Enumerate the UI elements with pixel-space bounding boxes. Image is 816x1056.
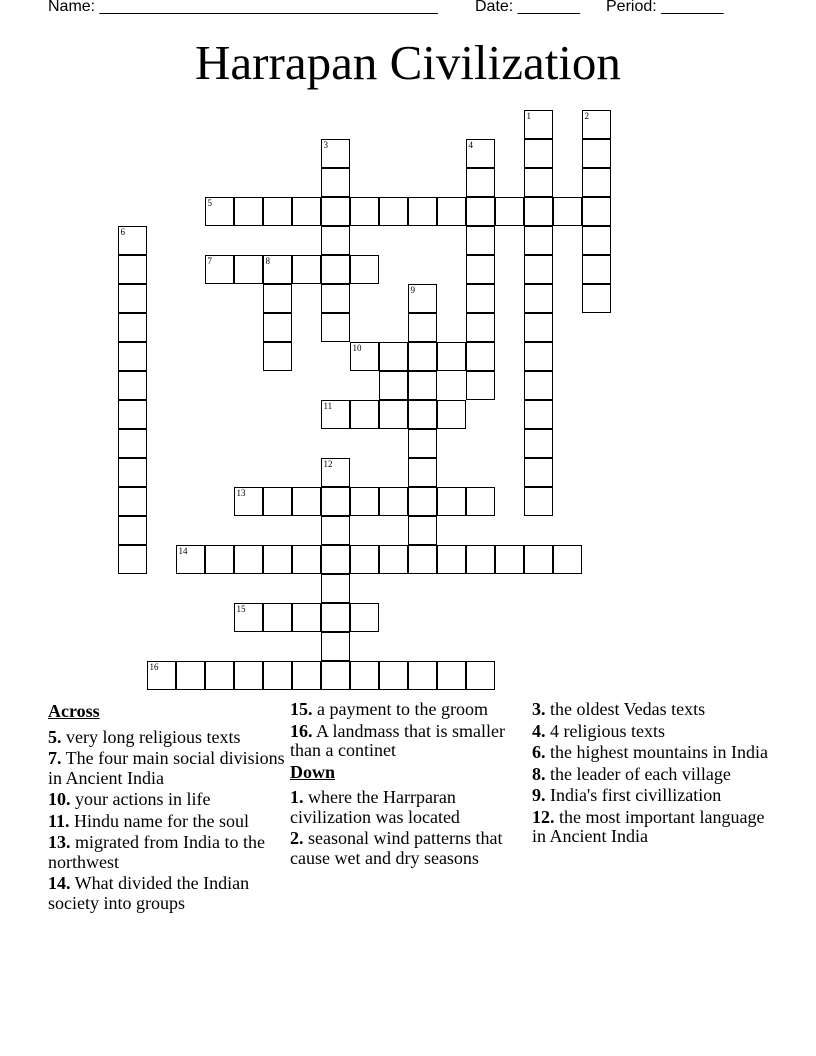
crossword-cell[interactable] (234, 545, 263, 574)
clue-number: 2 (584, 110, 589, 121)
crossword-cell[interactable] (437, 342, 466, 371)
crossword-cell[interactable] (205, 197, 234, 226)
crossword-cell[interactable] (524, 458, 553, 487)
crossword-cell[interactable] (582, 168, 611, 197)
crossword-cell[interactable] (466, 487, 495, 516)
crossword-cell[interactable] (379, 487, 408, 516)
crossword-cell[interactable] (350, 545, 379, 574)
crossword-cell[interactable] (263, 603, 292, 632)
crossword-cell[interactable] (524, 487, 553, 516)
crossword-cell[interactable] (408, 313, 437, 342)
crossword-cell[interactable] (495, 197, 524, 226)
crossword-cell[interactable] (234, 487, 263, 516)
crossword-cell[interactable] (408, 197, 437, 226)
crossword-cell[interactable] (263, 545, 292, 574)
crossword-cell[interactable] (466, 661, 495, 690)
crossword-cell[interactable] (321, 516, 350, 545)
crossword-cell[interactable] (437, 487, 466, 516)
clue-down-2: 2. seasonal wind patterns that cause wet and dry seasons (290, 828, 503, 868)
crossword-cell[interactable] (118, 371, 147, 400)
clue-across-14: 14. What divided the Indian society into groups (48, 873, 250, 913)
crossword-cell[interactable] (379, 545, 408, 574)
crossword-cell[interactable] (524, 429, 553, 458)
crossword-cell[interactable] (350, 342, 379, 371)
crossword-cell[interactable] (466, 197, 495, 226)
clue-number: 10 (352, 342, 362, 353)
crossword-cell[interactable] (205, 255, 234, 284)
crossword-cell[interactable] (408, 400, 437, 429)
crossword-cell[interactable] (321, 139, 350, 168)
clue-across-13: 13. migrated from India to the northwest (48, 832, 265, 872)
crossword-cell[interactable] (118, 342, 147, 371)
crossword-cell[interactable] (524, 371, 553, 400)
crossword-cell[interactable] (408, 429, 437, 458)
clue-down-8: 8. the leader of each village (532, 763, 731, 784)
crossword-cell[interactable] (553, 197, 582, 226)
crossword-cell[interactable] (292, 197, 321, 226)
crossword-cell[interactable] (466, 168, 495, 197)
crossword-cell[interactable] (582, 284, 611, 313)
clues-column-3 (532, 700, 772, 849)
crossword-cell[interactable] (437, 400, 466, 429)
clue-number: 13 (236, 487, 246, 498)
crossword-cell[interactable] (524, 342, 553, 371)
clue-number: 15 (236, 603, 246, 614)
crossword-cell[interactable] (437, 545, 466, 574)
crossword-cell[interactable] (466, 313, 495, 342)
crossword-cell[interactable] (524, 197, 553, 226)
clues-column-2 (290, 700, 530, 870)
clue-number: 12 (323, 458, 333, 469)
crossword-cell[interactable] (321, 197, 350, 226)
crossword-cell[interactable] (321, 545, 350, 574)
crossword-cell[interactable] (263, 313, 292, 342)
crossword-cell[interactable] (350, 255, 379, 284)
crossword-cell[interactable] (524, 400, 553, 429)
crossword-cell[interactable] (495, 545, 524, 574)
crossword-cell[interactable] (553, 545, 582, 574)
crossword-cell[interactable] (582, 255, 611, 284)
clue-across-15: 15. a payment to the groom (290, 699, 488, 719)
clue-number: 8 (265, 255, 270, 266)
crossword-cell[interactable] (408, 487, 437, 516)
crossword-cell[interactable] (524, 139, 553, 168)
crossword-cell[interactable] (234, 197, 263, 226)
crossword-cell[interactable] (263, 487, 292, 516)
crossword-cell[interactable] (524, 168, 553, 197)
crossword-cell[interactable] (408, 342, 437, 371)
period-field[interactable]: Period: _______ (606, 0, 724, 15)
crossword-cell[interactable] (408, 516, 437, 545)
crossword-cell[interactable] (321, 400, 350, 429)
crossword-cell[interactable] (466, 371, 495, 400)
crossword-cell[interactable] (321, 603, 350, 632)
clue-down-4: 4. 4 religious texts (532, 720, 665, 741)
crossword-cell[interactable] (118, 458, 147, 487)
crossword-cell[interactable] (379, 197, 408, 226)
crossword-cell[interactable] (582, 139, 611, 168)
crossword-cell[interactable] (321, 255, 350, 284)
clue-number: 9 (410, 284, 415, 295)
crossword-cell[interactable] (263, 661, 292, 690)
crossword-cell[interactable] (350, 197, 379, 226)
clue-number: 6 (120, 226, 125, 237)
clue-number: 11 (323, 400, 333, 411)
crossword-cell[interactable] (263, 255, 292, 284)
crossword-cell[interactable] (524, 284, 553, 313)
crossword-cell[interactable] (234, 255, 263, 284)
clue-down-6: 6. the highest mountains in India (532, 742, 768, 762)
crossword-cell[interactable] (524, 255, 553, 284)
crossword-cell[interactable] (292, 661, 321, 690)
crossword-cell[interactable] (408, 371, 437, 400)
crossword-cell[interactable] (321, 574, 350, 603)
crossword-cell[interactable] (321, 284, 350, 313)
across-heading: Across (48, 701, 100, 721)
crossword-cell[interactable] (466, 139, 495, 168)
crossword-cell[interactable] (292, 487, 321, 516)
crossword-cell[interactable] (466, 284, 495, 313)
crossword-cell[interactable] (582, 110, 611, 139)
clue-across-5: 5. very long religious texts (48, 726, 241, 747)
crossword-cell[interactable] (350, 661, 379, 690)
crossword-cell[interactable] (176, 545, 205, 574)
clue-number: 4 (468, 139, 473, 150)
crossword-cell[interactable] (408, 284, 437, 313)
clue-across-16: 16. A landmass that is smaller than a continet (290, 720, 505, 760)
crossword-cell[interactable] (321, 487, 350, 516)
clue-across-11: 11. Hindu name for the soul (48, 810, 249, 831)
crossword-cell[interactable] (524, 226, 553, 255)
clue-down-1: 1. where the Harrparan civilization was located (290, 787, 460, 827)
crossword-cell[interactable] (118, 487, 147, 516)
crossword-cell[interactable] (147, 661, 176, 690)
crossword-cell[interactable] (234, 661, 263, 690)
clue-number: 16 (149, 661, 159, 672)
crossword-cell[interactable] (292, 603, 321, 632)
clue-number: 14 (178, 545, 188, 556)
crossword-cell[interactable] (437, 661, 466, 690)
crossword-cell[interactable] (379, 371, 408, 400)
crossword-cell[interactable] (321, 313, 350, 342)
name-field[interactable]: Name: ______________________________________ (48, 0, 438, 15)
down-heading: Down (290, 761, 336, 782)
crossword-cell[interactable] (524, 313, 553, 342)
crossword-cell[interactable] (118, 400, 147, 429)
crossword-cell[interactable] (118, 545, 147, 574)
crossword-cell[interactable] (524, 110, 553, 139)
clues-column-1 (48, 700, 288, 915)
crossword-cell[interactable] (321, 632, 350, 661)
crossword-cell[interactable] (408, 458, 437, 487)
date-field[interactable]: Date: _______ (475, 0, 580, 15)
clue-number: 7 (207, 255, 212, 266)
crossword-cell[interactable] (205, 545, 234, 574)
crossword-cell[interactable] (176, 661, 205, 690)
clue-down-12: 12. the most important language in Ancient India (532, 806, 765, 846)
clue-number: 1 (526, 110, 531, 121)
crossword-cell[interactable] (321, 661, 350, 690)
crossword-cell[interactable] (321, 226, 350, 255)
crossword-cell[interactable] (524, 545, 553, 574)
crossword-cell[interactable] (466, 545, 495, 574)
clue-down-9: 9. India's first civillization (532, 785, 722, 805)
crossword-cell[interactable] (118, 284, 147, 313)
crossword-cell[interactable] (350, 603, 379, 632)
clue-number: 5 (207, 197, 212, 208)
crossword-cell[interactable] (292, 545, 321, 574)
crossword-cell[interactable] (379, 342, 408, 371)
crossword-cell[interactable] (408, 661, 437, 690)
crossword-cell[interactable] (118, 516, 147, 545)
crossword-cell[interactable] (350, 487, 379, 516)
crossword-cell[interactable] (582, 226, 611, 255)
crossword-cell[interactable] (350, 400, 379, 429)
crossword-cell[interactable] (118, 255, 147, 284)
clue-across-10: 10. your actions in life (48, 789, 211, 809)
crossword-cell[interactable] (118, 313, 147, 342)
crossword-cell[interactable] (118, 429, 147, 458)
crossword-cell[interactable] (408, 545, 437, 574)
crossword-cell[interactable] (118, 226, 147, 255)
crossword-cell[interactable] (466, 226, 495, 255)
crossword-cell[interactable] (437, 197, 466, 226)
clue-across-7: 7. The four main social divisions in Ancient India (48, 748, 285, 788)
crossword-cell[interactable] (582, 197, 611, 226)
crossword-cell[interactable] (234, 603, 263, 632)
crossword-cell[interactable] (263, 284, 292, 313)
crossword-cell[interactable] (263, 197, 292, 226)
clue-number: 3 (323, 139, 328, 150)
crossword-cell[interactable] (321, 168, 350, 197)
clue-down-3: 3. the oldest Vedas texts (532, 699, 706, 719)
puzzle-title: Harrapan Civilization (195, 35, 621, 90)
crossword-cell[interactable] (379, 400, 408, 429)
crossword-cell[interactable] (292, 255, 321, 284)
crossword-cell[interactable] (321, 458, 350, 487)
crossword-cell[interactable] (379, 661, 408, 690)
crossword-cell[interactable] (263, 342, 292, 371)
crossword-cell[interactable] (205, 661, 234, 690)
crossword-cell[interactable] (466, 342, 495, 371)
crossword-cell[interactable] (466, 255, 495, 284)
